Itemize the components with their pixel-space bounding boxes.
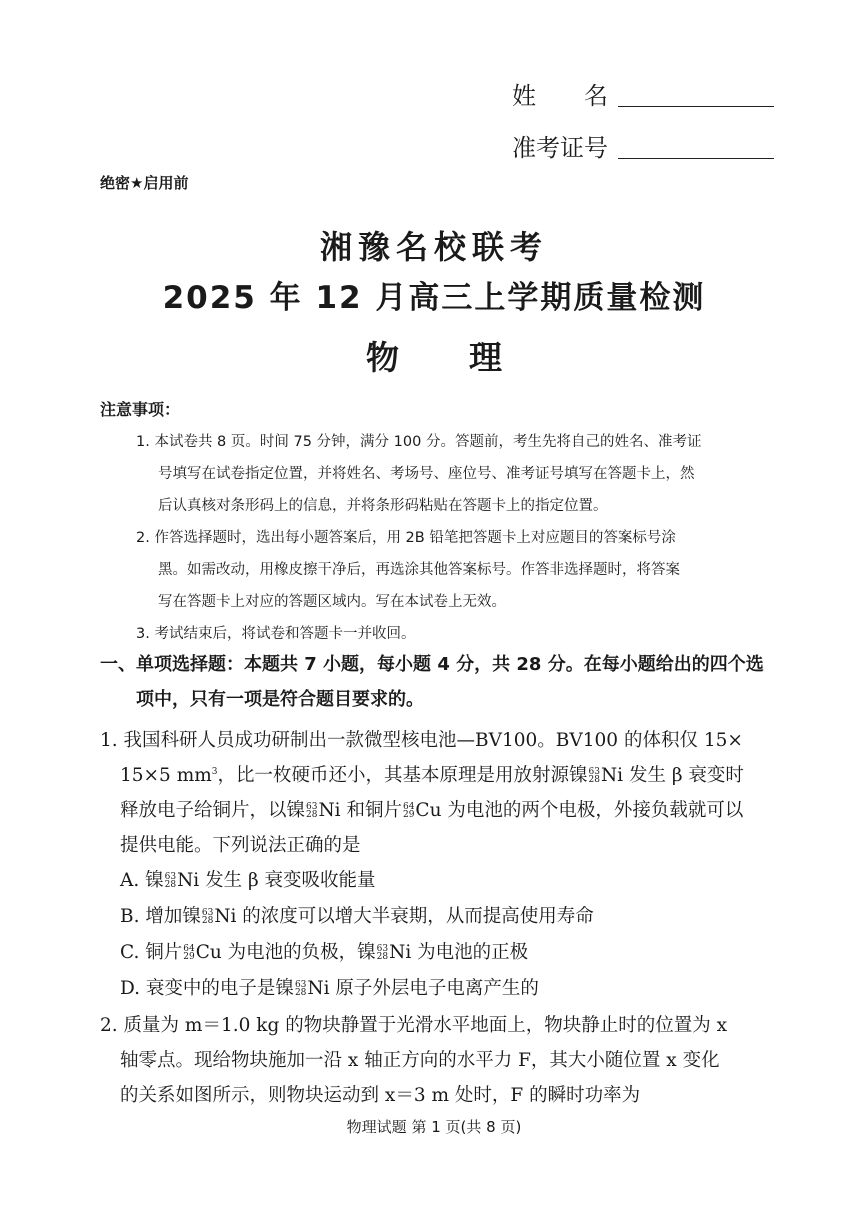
secret-label: 绝密★启用前 (100, 174, 189, 192)
exam-title: 湘豫名校联考 (319, 228, 548, 266)
isotope-ni: 63 28 (376, 944, 389, 962)
exam-subtitle: 2025 年 12 月高三上学期质量检测 (162, 280, 706, 316)
isotope-ni: 63 28 (201, 908, 214, 926)
q1-option-a[interactable]: A. 镍 63 28 Ni 发生 β 衰变吸收能量 (120, 870, 376, 891)
note-line: 黑。如需改动，用橡皮擦干净后，再选涂其他答案标号。作答非选择题时，将答案 (158, 562, 680, 578)
section-heading: 一、单项选择题：本题共 7 小题，每小题 4 分，共 28 分。在每小题给出的四个选 (100, 654, 764, 675)
q2-line: 2. 质量为 m＝1.0 kg 的物块静置于光滑水平地面上，物块静止时的位置为 x (100, 1015, 728, 1036)
isotope-ni: 63 28 (294, 980, 307, 998)
q1-line: 15×5 $mm^3$，比一枚硬币还小，其基本原理是用放射源镍 63 28 Ni 发生 β 衰变时 (120, 765, 744, 786)
q2-line: 的关系如图所示，则物块运动到 x＝3 m 处时，F 的瞬时功率为 (120, 1085, 641, 1106)
exam-id-label: 准考证号 (512, 134, 608, 162)
isotope-cu: 64 29 (402, 802, 415, 820)
name-underline[interactable] (618, 106, 774, 107)
section-heading-cont: 项中，只有一项是符合题目要求的。 (136, 689, 424, 710)
note-line: 1. 本试卷共 8 页。时间 75 分钟，满分 100 分。答题前，考生先将自己的姓名、准考证 (136, 434, 702, 450)
superscript: 3 (211, 766, 218, 777)
subject-title (0, 332, 868, 379)
exam-id-underline[interactable] (618, 158, 774, 159)
note-line: 号填写在试卷指定位置，并将姓名、考场号、座位号、准考证号填写在答题卡上，然 (158, 466, 695, 482)
q1-line: 提供电能。下列说法正确的是 (120, 835, 361, 856)
name-label: 姓 名 (512, 82, 608, 110)
name-field[interactable] (512, 76, 608, 110)
note-line: 3. 考试结束后，将试卷和答题卡一并收回。 (136, 626, 416, 642)
q2-line: 轴零点。现给物块施加一沿 x 轴正方向的水平力 F，其大小随位置 x 变化 (120, 1050, 720, 1071)
q1-line: 1. 我国科研人员成功研制出一款微型核电池—BV100。BV100 的体积仅 15× (100, 730, 743, 751)
q1-line: 释放电子给铜片，以镍 63 28 Ni 和铜片 64 29 Cu 为电池的两个电极，外接负载就可以 (120, 800, 744, 821)
isotope-ni: 63 28 (164, 872, 177, 890)
notes-heading: 注意事项： (100, 400, 181, 419)
note-line: 2. 作答选择题时，选出每小题答案后，用 2B 铅笔把答题卡上对应题目的答案标号涂 (136, 530, 676, 546)
isotope-ni: 63 28 (306, 802, 318, 820)
subject-char-1: 物 (366, 338, 469, 377)
note-line: 后认真核对条形码上的信息，并将条形码粘贴在答题卡上的指定位置。 (158, 498, 608, 514)
subject-char-2: 理 (469, 338, 502, 377)
isotope-ni: 63 28 (588, 767, 600, 785)
isotope-cu: 64 29 (183, 944, 195, 962)
q1-option-b[interactable]: B. 增加镍 63 28 Ni 的浓度可以增大半衰期，从而提高使用寿命 (120, 906, 594, 927)
note-line: 写在答题卡上对应的答题区域内。写在本试卷上无效。 (158, 594, 506, 610)
q1-option-c[interactable]: C. 铜片 64 29 Cu 为电池的负极，镍 63 28 Ni 为电池的正极 (120, 942, 529, 963)
exam-id-field[interactable] (512, 128, 608, 162)
page-footer: 物理试题 第 1 页(共 8 页) (346, 1118, 522, 1136)
q1-option-d[interactable]: D. 衰变中的电子是镍 63 28 Ni 原子外层电子电离产生的 (120, 978, 539, 999)
